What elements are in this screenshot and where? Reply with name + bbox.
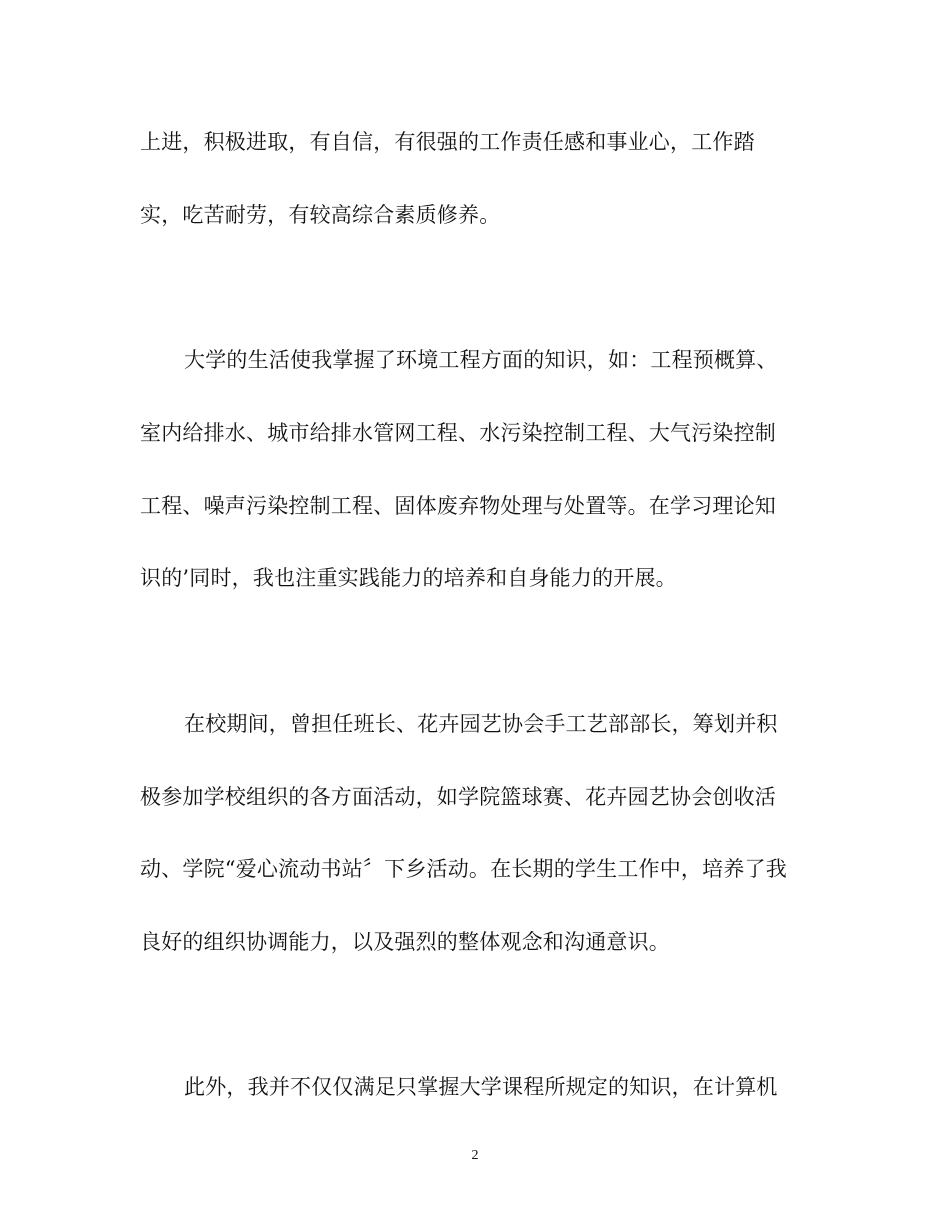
paragraph-2-line-3: 工程、噪声污染控制工程、固体废弃物处理与处置等。在学习理论知	[140, 494, 776, 518]
paragraph-2-line-4: 识的’同时，我也注重实践能力的培养和自身能力的开展。	[140, 566, 677, 590]
paragraph-1-line-1: 上进，积极进取，有自信，有很强的工作责任感和事业心，工作踏	[140, 130, 755, 154]
paragraph-3-line-3: 动、学院“爱心流动书站〞下乡活动。在长期的学生工作中，培养了我	[140, 857, 787, 881]
paragraph-3-line-1: 在校期间，曾担任班长、花卉园艺协会手工艺部部长，筹划并积	[184, 712, 778, 736]
paragraph-3-line-4: 良好的组织协调能力，以及强烈的整体观念和沟通意识。	[140, 930, 670, 954]
paragraph-1-line-2: 实，吃苦耐劳，有较高综合素质修养。	[140, 203, 501, 227]
paragraph-3-line-2: 极参加学校组织的各方面活动，如学院篮球赛、花卉园艺协会创收活	[140, 785, 776, 809]
paragraph-2-line-2: 室内给排水、城市给排水管网工程、水污染控制工程、大气污染控制	[140, 421, 776, 445]
page-number: 2	[471, 1148, 479, 1163]
paragraph-4-line-1: 此外，我并不仅仅满足只掌握大学课程所规定的知识，在计算机	[184, 1075, 778, 1099]
paragraph-2-line-1: 大学的生活使我掌握了环境工程方面的知识，如：工程预概算、	[184, 348, 778, 372]
